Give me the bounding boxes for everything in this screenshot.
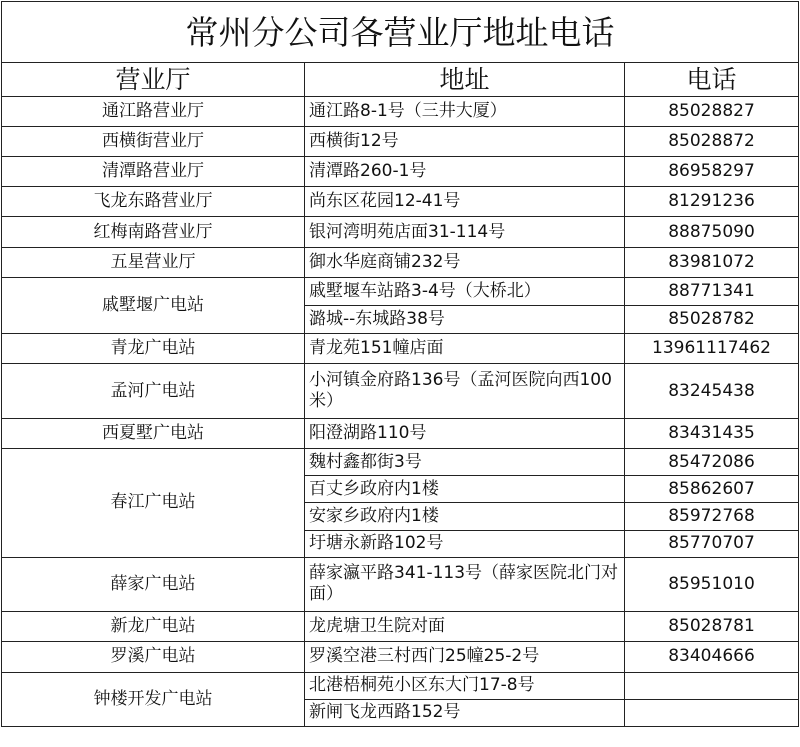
branch-address: 魏村鑫都街3号 <box>305 449 625 476</box>
branch-name: 红梅南路营业厅 <box>2 217 305 247</box>
header-address: 地址 <box>305 63 625 96</box>
branch-phone: 83431435 <box>625 418 799 448</box>
table-row <box>2 612 799 642</box>
branch-address: 罗溪空港三村西门25幢25-2号 <box>305 642 625 672</box>
branch-phone: 13961117462 <box>625 334 799 364</box>
branch-address: 龙虎塘卫生院对面 <box>305 612 625 642</box>
table-row <box>2 217 799 247</box>
branch-name: 青龙广电站 <box>2 334 305 364</box>
branch-address: 银河湾明苑店面31-114号 <box>305 217 625 247</box>
branch-phone: 81291236 <box>625 187 799 217</box>
header-name: 营业厅 <box>2 63 305 96</box>
branch-phone: 88771341 <box>625 277 799 305</box>
branch-name: 西横街营业厅 <box>2 126 305 156</box>
branch-address: 薛家瀛平路341-113号（薛家医院北门对面） <box>305 557 625 611</box>
branch-phone: 85028872 <box>625 126 799 156</box>
table-row <box>2 334 799 364</box>
branch-address: 百丈乡政府内1楼 <box>305 476 625 503</box>
branch-phone: 88875090 <box>625 217 799 247</box>
branch-name: 飞龙东路营业厅 <box>2 187 305 217</box>
branch-phone: 85770707 <box>625 530 799 557</box>
branch-address: 戚墅堰车站路3-4号（大桥北） <box>305 277 625 305</box>
branch-address: 阳澄湖路110号 <box>305 418 625 448</box>
branch-phone: 85028782 <box>625 306 799 334</box>
branch-name: 钟楼开发广电站 <box>2 672 305 726</box>
branch-address: 青龙苑151幢店面 <box>305 334 625 364</box>
header-phone: 电话 <box>625 63 799 96</box>
table-row <box>2 557 799 611</box>
branch-address: 清潭路260-1号 <box>305 157 625 187</box>
table-row <box>2 418 799 448</box>
table-row <box>2 277 799 305</box>
table-row <box>2 449 799 476</box>
branch-name: 新龙广电站 <box>2 612 305 642</box>
branch-address: 新闸飞龙西路152号 <box>305 699 625 726</box>
branch-phone <box>625 699 799 726</box>
branch-name: 清潭路营业厅 <box>2 157 305 187</box>
branch-phone <box>625 672 799 699</box>
branch-name: 春江广电站 <box>2 449 305 558</box>
branch-directory-table <box>1 1 799 727</box>
branch-phone: 86958297 <box>625 157 799 187</box>
branch-phone: 83981072 <box>625 247 799 277</box>
table-row <box>2 126 799 156</box>
header-row <box>2 63 799 96</box>
branch-address: 圩塘永新路102号 <box>305 530 625 557</box>
table-title: 常州分公司各营业厅地址电话 <box>2 2 799 63</box>
branch-phone: 83404666 <box>625 642 799 672</box>
branch-address: 御水华庭商铺232号 <box>305 247 625 277</box>
branch-name: 戚墅堰广电站 <box>2 277 305 333</box>
branch-address: 安家乡政府内1楼 <box>305 503 625 530</box>
branch-name: 通江路营业厅 <box>2 96 305 126</box>
table-row <box>2 642 799 672</box>
branch-name: 西夏墅广电站 <box>2 418 305 448</box>
branch-phone: 85472086 <box>625 449 799 476</box>
branch-address: 西横街12号 <box>305 126 625 156</box>
branch-address: 尚东区花园12-41号 <box>305 187 625 217</box>
branch-phone: 85862607 <box>625 476 799 503</box>
branch-phone: 85028827 <box>625 96 799 126</box>
branch-address: 通江路8-1号（三井大厦） <box>305 96 625 126</box>
table-row <box>2 672 799 699</box>
branch-phone: 85028781 <box>625 612 799 642</box>
branch-address: 小河镇金府路136号（孟河医院向西100米） <box>305 364 625 418</box>
branch-address: 北港梧桐苑小区东大门17-8号 <box>305 672 625 699</box>
branch-phone: 83245438 <box>625 364 799 418</box>
branch-name: 孟河广电站 <box>2 364 305 418</box>
branch-address: 潞城--东城路38号 <box>305 306 625 334</box>
branch-name: 薛家广电站 <box>2 557 305 611</box>
branch-name: 罗溪广电站 <box>2 642 305 672</box>
table-row <box>2 157 799 187</box>
branch-phone: 85951010 <box>625 557 799 611</box>
table-row <box>2 96 799 126</box>
branch-phone: 85972768 <box>625 503 799 530</box>
branch-name: 五星营业厅 <box>2 247 305 277</box>
table-row <box>2 364 799 418</box>
table-row <box>2 187 799 217</box>
table-row <box>2 247 799 277</box>
